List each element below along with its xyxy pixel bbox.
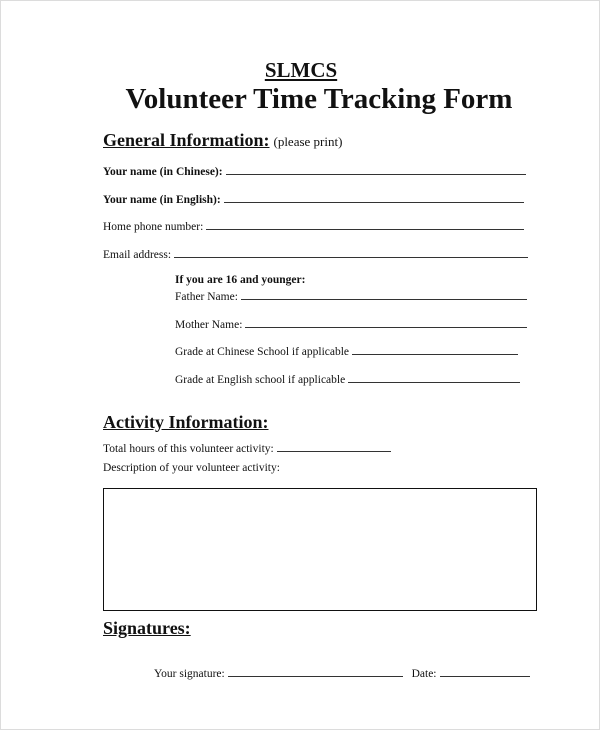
mother-name-label: Mother Name: — [175, 319, 243, 331]
total-hours-label: Total hours of this volunteer activity: — [103, 443, 274, 455]
chinese-school-grade-field[interactable] — [352, 344, 518, 355]
chinese-name-field[interactable] — [226, 164, 526, 175]
description-label: Description of your volunteer activity: — [103, 462, 280, 474]
english-name-row — [103, 192, 524, 206]
please-print-note: (please print) — [273, 134, 343, 149]
date-label: Date: — [411, 668, 437, 680]
signature-label: Your signature: — [154, 668, 225, 680]
english-school-grade-label: Grade at English school if applicable — [175, 374, 346, 386]
signature-field[interactable] — [228, 666, 403, 677]
mother-name-field[interactable] — [245, 317, 527, 328]
total-hours-row — [103, 441, 391, 455]
home-phone-label: Home phone number: — [103, 221, 204, 233]
form-title: Volunteer Time Tracking Form — [125, 83, 513, 115]
chinese-school-grade-label: Grade at Chinese School if applicable — [175, 346, 350, 358]
general-info-section-header — [103, 130, 342, 151]
mother-name-row — [175, 317, 527, 331]
english-name-field[interactable] — [224, 192, 524, 203]
father-name-label: Father Name: — [175, 291, 238, 303]
english-name-label: Your name (in English): — [103, 194, 221, 206]
organization-name: SLMCS — [264, 58, 338, 82]
email-label: Email address: — [103, 249, 172, 261]
chinese-school-grade-row — [175, 344, 518, 358]
description-box[interactable] — [103, 488, 537, 611]
email-row — [103, 247, 528, 261]
signature-row — [154, 666, 530, 680]
home-phone-field[interactable] — [206, 219, 524, 230]
date-field[interactable] — [440, 666, 530, 677]
email-field[interactable] — [174, 247, 528, 258]
father-name-field[interactable] — [241, 289, 527, 300]
activity-info-heading: Activity Information: — [103, 412, 269, 432]
signatures-heading: Signatures: — [103, 618, 191, 638]
english-school-grade-row — [175, 372, 520, 386]
father-name-row — [175, 289, 527, 303]
home-phone-row — [103, 219, 524, 233]
chinese-name-label: Your name (in Chinese): — [103, 166, 223, 178]
english-school-grade-field[interactable] — [348, 372, 520, 383]
total-hours-field[interactable] — [277, 441, 391, 452]
chinese-name-row — [103, 164, 526, 178]
minor-heading: If you are 16 and younger: — [175, 274, 306, 286]
general-info-heading: General Information: — [103, 130, 270, 150]
